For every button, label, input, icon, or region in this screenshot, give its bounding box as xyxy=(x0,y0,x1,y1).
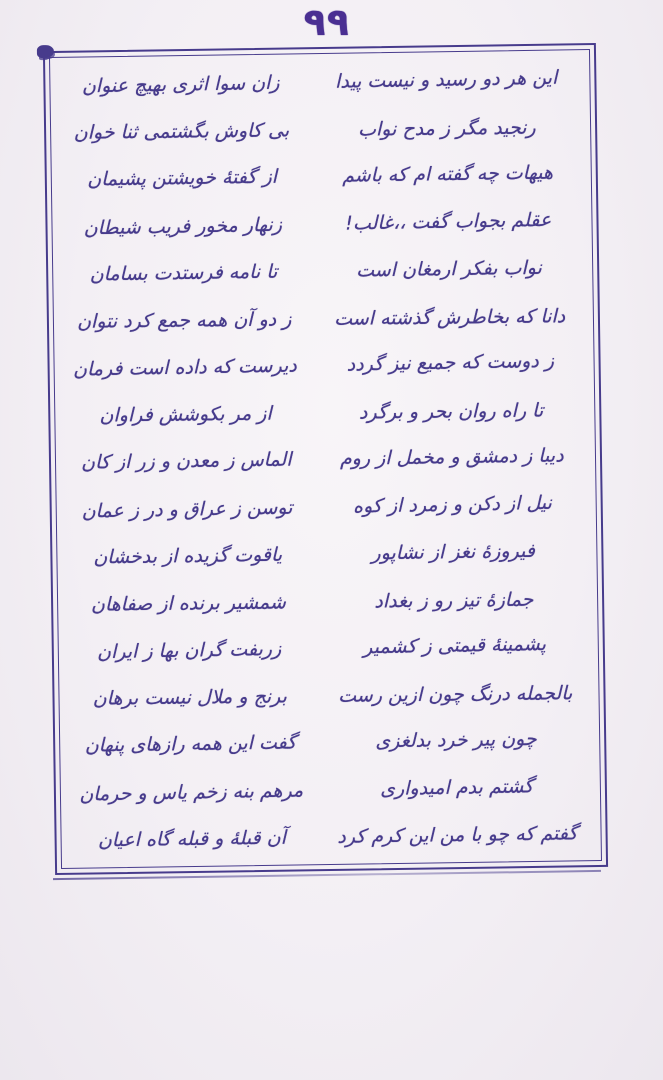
hemistich-right: دیبا ز دمشق و مخمل از روم xyxy=(339,444,564,471)
couplet-row xyxy=(65,620,591,677)
hemistich-left: مرهم بنه زخم یاس و حرمان xyxy=(79,779,304,806)
hemistich-right: نیل از دکن و زمرد از کوه xyxy=(352,491,553,518)
couplet-row xyxy=(62,387,588,440)
hemistich-left: ز دو آن همه جمع کرد نتوان xyxy=(76,308,292,333)
hemistich-left: شمشیر برنده از صفاهان xyxy=(90,591,286,616)
couplets-container xyxy=(57,55,594,865)
hemistich-right: این هر دو رسید و نیست پیدا xyxy=(334,66,558,93)
page-number: ٩٩ xyxy=(301,0,352,44)
couplet-row xyxy=(68,810,594,865)
hemistich-right: عقلم بجواب گفت ،،غالب! xyxy=(345,208,552,235)
hemistich-right: ز دوست که جمیع نیز گردد xyxy=(346,349,555,376)
hemistich-left: گفت این همه رازهای پنهان xyxy=(84,731,297,758)
couplet-row xyxy=(57,54,583,111)
couplet-row xyxy=(58,104,584,157)
hemistich-right: گشتم بدم امیدواری xyxy=(379,774,534,800)
hemistich-left: الماس ز معدن و زر از کان xyxy=(80,448,292,475)
hemistich-right: چون پیر خرد بدلغزی xyxy=(375,728,537,753)
manuscript-frame xyxy=(43,43,608,875)
hemistich-right: تا راه روان بحر و برگرد xyxy=(358,399,544,424)
hemistich-right: دانا که بخاطرش گذشته است xyxy=(334,305,566,330)
couplet-row xyxy=(59,196,585,253)
hemistich-left: بی کاوش بگشتمی ثنا خوان xyxy=(73,119,290,145)
couplet-row xyxy=(58,149,584,204)
hemistich-left: از گفتهٔ خویشتن پشیمان xyxy=(87,166,278,191)
hemistich-left: از مر بکوشش فراوان xyxy=(99,402,272,427)
couplet-row xyxy=(60,244,586,299)
couplet-row xyxy=(61,337,587,394)
couplet-row xyxy=(63,479,589,536)
hemistich-right: پشمینهٔ قیمتی ز کشمیر xyxy=(362,633,547,659)
hemistich-right: نواب بفکر ارمغان است xyxy=(355,256,542,282)
couplet-row xyxy=(67,715,593,770)
hemistich-left: آن قبلهٔ و قبله گاه اعیان xyxy=(97,826,287,852)
hemistich-left: یاقوت گزیده از بدخشان xyxy=(93,543,283,569)
hemistich-right: فیروزهٔ نغز از نشاپور xyxy=(371,539,536,565)
hemistich-right: هیهات چه گفته ام که باشم xyxy=(342,162,554,188)
hemistich-right: رنجید مگر ز مدح نواب xyxy=(357,116,536,141)
hemistich-left: برنج و ملال نیست برهان xyxy=(92,685,287,710)
couplet-row xyxy=(66,670,592,723)
hemistich-left: توسن ز عراق و در ز عمان xyxy=(81,496,293,523)
hemistich-left: دیرست که داده است فرمان xyxy=(72,354,297,381)
couplet-row xyxy=(63,432,589,487)
hemistich-left: زربفت گران بها ز ایران xyxy=(96,637,282,664)
hemistich-left: زان سوا اثری بهیچ عنوان xyxy=(81,71,280,98)
hemistich-right: گفتم که چو با من این کرم کرد xyxy=(337,822,578,848)
couplet-row xyxy=(68,762,594,819)
hemistich-left: تا نامه فرستدت بسامان xyxy=(89,260,278,286)
hemistich-right: بالجمله درنگ چون ازین رست xyxy=(338,682,573,708)
hemistich-left: زنهار مخور فریب شیطان xyxy=(83,213,283,239)
couplet-row xyxy=(64,527,590,582)
hemistich-right: جمازهٔ تیز رو ز بغداد xyxy=(374,588,534,613)
